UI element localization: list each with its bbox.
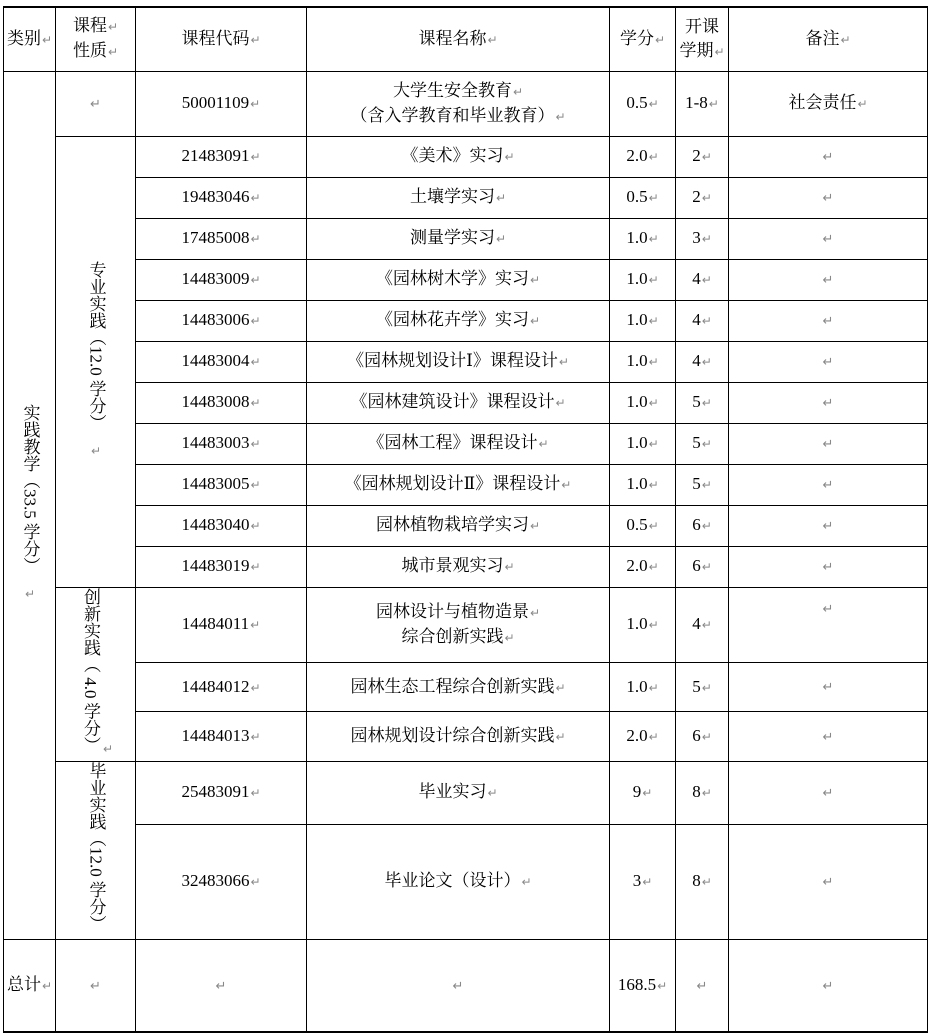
course-credits: 2.0↵ [610, 136, 676, 177]
course-remarks: ↵ [729, 300, 928, 341]
course-credits: 1.0↵ [610, 423, 676, 464]
header-credits: 学分↵ [610, 7, 676, 71]
course-remarks: ↵ [729, 423, 928, 464]
course-semester: 2↵ [676, 177, 729, 218]
course-code: 14483019↵ [136, 546, 307, 587]
course-credits: 1.0↵ [610, 382, 676, 423]
course-remarks: ↵ [729, 464, 928, 505]
course-semester: 4↵ [676, 587, 729, 662]
course-credits: 9↵ [610, 762, 676, 824]
table-row [4, 464, 928, 505]
course-remarks: ↵ [729, 218, 928, 259]
course-remarks: ↵ [729, 824, 928, 940]
course-name: 城市景观实习↵ [307, 546, 610, 587]
course-code: 14484011↵ [136, 587, 307, 662]
total-remarks: ↵ [729, 940, 928, 1032]
total-name: ↵ [307, 940, 610, 1032]
course-name: 《园林规划设计Ⅱ》课程设计↵ [307, 464, 610, 505]
course-semester: 4↵ [676, 300, 729, 341]
category-cell: 实践教学（33.5 学分） ↵ [4, 71, 56, 940]
course-credits: 1.0↵ [610, 300, 676, 341]
course-remarks: ↵ [729, 762, 928, 824]
course-name: 大学生安全教育↵ （含入学教育和毕业教育）↵ [307, 71, 610, 136]
course-credits: 2.0↵ [610, 712, 676, 762]
course-semester: 5↵ [676, 662, 729, 712]
course-name: 《园林工程》课程设计↵ [307, 423, 610, 464]
course-name: 测量学实习↵ [307, 218, 610, 259]
course-credits: 1.0↵ [610, 464, 676, 505]
course-semester: 5↵ [676, 423, 729, 464]
table-row [4, 587, 928, 662]
course-name: 《园林建筑设计》课程设计↵ [307, 382, 610, 423]
course-semester: 2↵ [676, 136, 729, 177]
table-row [4, 382, 928, 423]
course-credits: 0.5↵ [610, 177, 676, 218]
course-remarks: ↵ [729, 259, 928, 300]
table-row [4, 300, 928, 341]
course-code: 14483003↵ [136, 423, 307, 464]
course-name: 园林设计与植物造景↵ 综合创新实践↵ [307, 587, 610, 662]
group-innovation: 创新实践（ 4.0 学分） ↵ [56, 587, 136, 762]
course-code: 14483040↵ [136, 505, 307, 546]
course-remarks: ↵ [729, 505, 928, 546]
header-semester: 开课 学期↵ [676, 7, 729, 71]
course-credits: 1.0↵ [610, 259, 676, 300]
course-credits: 1.0↵ [610, 662, 676, 712]
course-code: 25483091↵ [136, 762, 307, 824]
course-code: 14483004↵ [136, 341, 307, 382]
nature-cell-empty: ↵ [56, 71, 136, 136]
table-row [4, 218, 928, 259]
total-semester: ↵ [676, 940, 729, 1032]
course-semester: 8↵ [676, 762, 729, 824]
group-professional: 专业实践（12.0 学分） ↵ [56, 136, 136, 587]
course-semester: 1-8↵ [676, 71, 729, 136]
course-semester: 6↵ [676, 505, 729, 546]
total-nature: ↵ [56, 940, 136, 1032]
course-name: 园林生态工程综合创新实践↵ [307, 662, 610, 712]
course-semester: 4↵ [676, 341, 729, 382]
table-row [4, 177, 928, 218]
course-code: 14483006↵ [136, 300, 307, 341]
table-row [4, 136, 928, 177]
course-code: 17485008↵ [136, 218, 307, 259]
course-name: 《园林树木学》实习↵ [307, 259, 610, 300]
course-code: 14483009↵ [136, 259, 307, 300]
course-name: 园林植物栽培学实习↵ [307, 505, 610, 546]
course-semester: 6↵ [676, 712, 729, 762]
course-name: 土壤学实习↵ [307, 177, 610, 218]
course-name: 《园林花卉学》实习↵ [307, 300, 610, 341]
course-semester: 6↵ [676, 546, 729, 587]
course-table [3, 6, 928, 1033]
course-name: 毕业论文（设计）↵ [307, 824, 610, 940]
course-name: 园林规划设计综合创新实践↵ [307, 712, 610, 762]
table-row [4, 824, 928, 940]
course-code: 14484013↵ [136, 712, 307, 762]
header-name: 课程名称↵ [307, 7, 610, 71]
course-semester: 4↵ [676, 259, 729, 300]
course-remarks: ↵ [729, 341, 928, 382]
course-code: 19483046↵ [136, 177, 307, 218]
total-label: 总计↵ [4, 940, 56, 1032]
course-credits: 1.0↵ [610, 218, 676, 259]
course-code: 32483066↵ [136, 824, 307, 940]
course-code: 14483008↵ [136, 382, 307, 423]
table-row [4, 259, 928, 300]
course-credits: 0.5↵ [610, 505, 676, 546]
header-code: 课程代码↵ [136, 7, 307, 71]
course-remarks: ↵ [729, 136, 928, 177]
course-code: 21483091↵ [136, 136, 307, 177]
total-row [4, 940, 928, 1032]
course-semester: 5↵ [676, 464, 729, 505]
table-row [4, 423, 928, 464]
table-row [4, 546, 928, 587]
table-row [4, 662, 928, 712]
table-row [4, 341, 928, 382]
course-credits: 3↵ [610, 824, 676, 940]
course-name: 《美术》实习↵ [307, 136, 610, 177]
course-credits: 1.0↵ [610, 341, 676, 382]
course-code: 50001109↵ [136, 71, 307, 136]
course-semester: 5↵ [676, 382, 729, 423]
course-credits: 0.5↵ [610, 71, 676, 136]
total-credits: 168.5↵ [610, 940, 676, 1032]
course-credits: 1.0↵ [610, 587, 676, 662]
table-row [4, 505, 928, 546]
course-remarks: ↵ [729, 712, 928, 762]
table-row [4, 712, 928, 762]
course-semester: 3↵ [676, 218, 729, 259]
course-name: 《园林规划设计Ⅰ》课程设计↵ [307, 341, 610, 382]
course-remarks: ↵ [729, 546, 928, 587]
course-code: 14484012↵ [136, 662, 307, 712]
total-code: ↵ [136, 940, 307, 1032]
header-row [4, 7, 928, 71]
header-nature: 课程↵ 性质↵ [56, 7, 136, 71]
course-code: 14483005↵ [136, 464, 307, 505]
course-remarks: ↵ [729, 662, 928, 712]
table-row [4, 762, 928, 824]
group-graduation: 毕业实践（12.0 学分） [56, 762, 136, 940]
course-remarks: ↵ [729, 382, 928, 423]
course-credits: 2.0↵ [610, 546, 676, 587]
course-name: 毕业实习↵ [307, 762, 610, 824]
header-category: 类别↵ [4, 7, 56, 71]
course-remarks: ↵ [729, 587, 928, 662]
category-label: 实践教学（33.5 学分） [20, 404, 40, 575]
course-remarks: ↵ [729, 177, 928, 218]
course-semester: 8↵ [676, 824, 729, 940]
course-remarks: 社会责任↵ [729, 71, 928, 136]
header-remarks: 备注↵ [729, 7, 928, 71]
table-row [4, 71, 928, 136]
